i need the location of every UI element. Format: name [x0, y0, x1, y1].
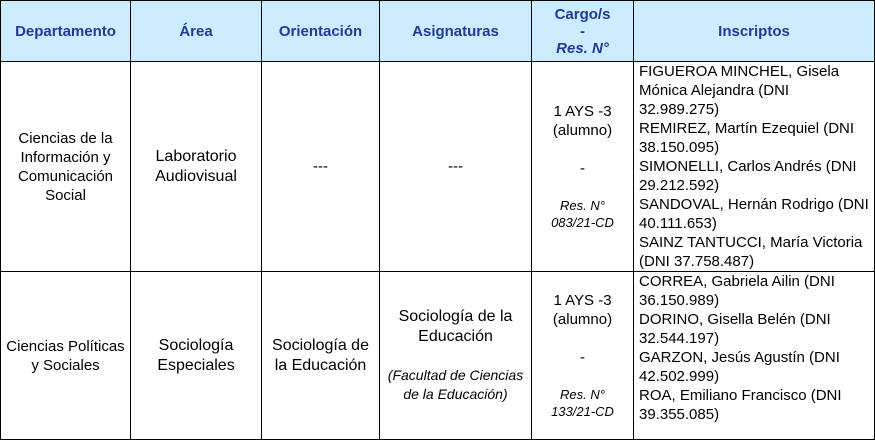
header-area: Área: [131, 1, 262, 62]
inscripto-item: REMIREZ, Martín Ezequiel (DNI 38.150.095): [639, 120, 855, 156]
cargo-separator: -: [580, 160, 585, 177]
cell-inscriptos: [634, 62, 875, 272]
res-number: 133/21-CD: [551, 404, 614, 419]
res-label: Res. N°: [560, 387, 605, 402]
cell-departamento: Ciencias Políticas y Sociales: [1, 272, 131, 440]
inscripto-item: SAINZ TANTUCCI, María Victoria (DNI 37.758.487): [639, 234, 863, 270]
table-row: [1, 62, 875, 272]
cell-area: Sociología Especiales: [131, 272, 262, 440]
header-inscriptos: Inscriptos: [634, 1, 875, 62]
header-cargos: [532, 1, 634, 62]
res-label: Res. N°: [560, 198, 605, 213]
inscripto-item: ROA, Emiliano Francisco (DNI 39.355.085): [639, 387, 842, 423]
header-orientacion: Orientación: [262, 1, 380, 62]
cell-orientacion: Sociología de la Educación: [262, 272, 380, 440]
cell-inscriptos: [634, 272, 875, 440]
header-asignaturas: Asignaturas: [380, 1, 532, 62]
cell-asignatura: ---: [380, 62, 532, 272]
table-row: [1, 272, 875, 440]
header-cargos-line3: Res. N°: [556, 39, 609, 57]
inscripto-item: SANDOVAL, Hernán Rodrigo (DNI 40.111.653): [639, 196, 869, 232]
cell-departamento: Ciencias de la Información y Comunicación Social: [1, 62, 131, 272]
header-departamento: Departamento: [1, 1, 131, 62]
cell-orientacion: ---: [262, 62, 380, 272]
cell-asignatura: [380, 272, 532, 440]
cell-cargo: [532, 62, 634, 272]
res-number: 083/21-CD: [551, 215, 614, 230]
cargo-text: 1 AYS -3 (alumno): [552, 292, 613, 328]
inscripto-item: GARZON, Jesús Agustín (DNI 42.502.999): [639, 349, 840, 385]
asignatura-text: Sociología de la Educación: [398, 308, 513, 345]
cargo-text: 1 AYS -3 (alumno): [552, 103, 613, 139]
header-cargos-line2: -: [580, 22, 585, 40]
inscripto-item: SIMONELLI, Carlos Andrés (DNI 29.212.592): [639, 158, 857, 194]
table-header-row: [1, 1, 875, 62]
cell-cargo: [532, 272, 634, 440]
asignatura-note: (Facultad de Ciencias de la Educación): [387, 367, 524, 402]
cargo-separator: -: [580, 349, 585, 366]
header-cargos-line1: Cargo/s: [554, 5, 611, 23]
cell-area: Laboratorio Audiovisual: [131, 62, 262, 272]
inscripto-item: CORREA, Gabriela Ailin (DNI 36.150.989): [639, 273, 835, 309]
inscripto-item: DORINO, Gisella Belén (DNI 32.544.197): [639, 311, 831, 347]
inscripto-item: FIGUEROA MINCHEL, Gisela Mónica Alejandra (DNI 32.989.275): [639, 63, 840, 118]
